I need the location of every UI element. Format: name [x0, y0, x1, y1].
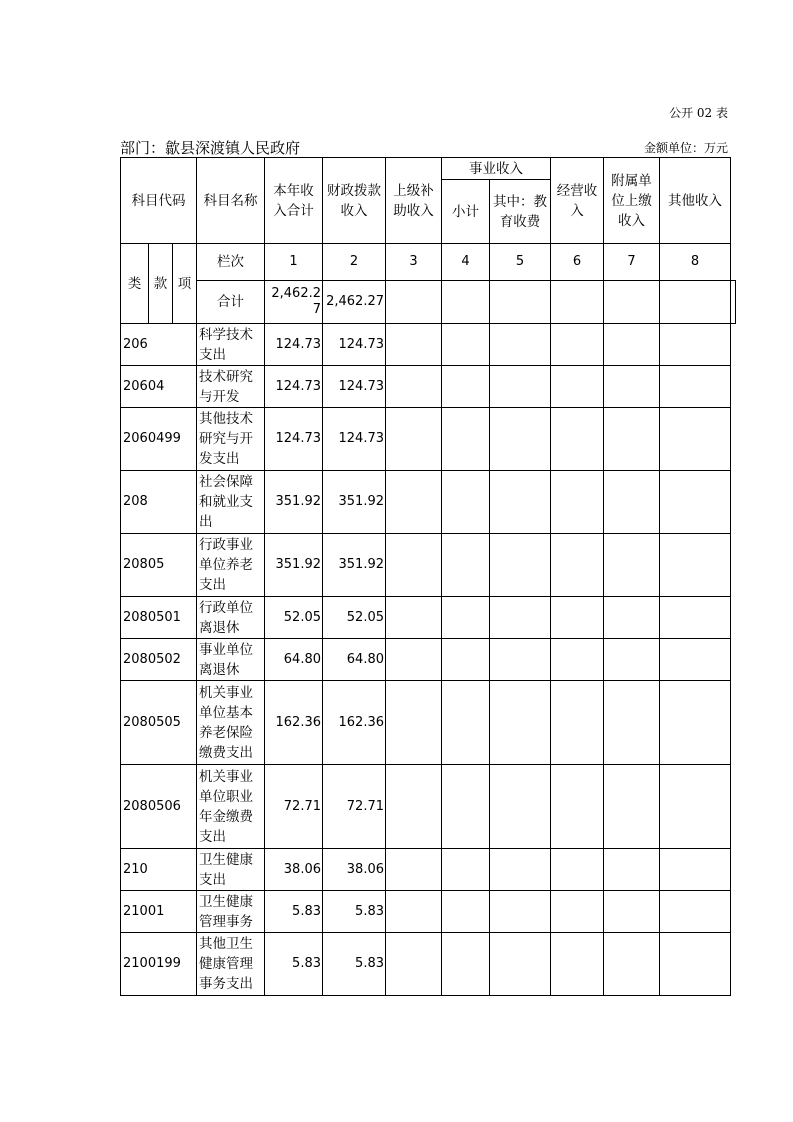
empty-cell	[442, 933, 490, 996]
row-year-income: 72.71	[265, 765, 323, 849]
row-year-income: 38.06	[265, 849, 323, 891]
row-year-income: 64.80	[265, 639, 323, 681]
empty-cell	[551, 933, 604, 996]
row-fiscal: 162.36	[323, 681, 386, 765]
empty-cell	[660, 765, 731, 849]
empty-cell	[604, 681, 660, 765]
table-row	[121, 471, 736, 534]
empty-cell	[551, 597, 604, 639]
header-business-income: 事业收入	[442, 158, 551, 180]
col-number: 4	[442, 244, 490, 281]
col-number: 2	[323, 244, 386, 281]
empty-cell	[604, 891, 660, 933]
empty-cell	[551, 324, 604, 366]
header-edu-fee: 其中：教育收费	[490, 180, 551, 244]
row-fiscal: 5.83	[323, 891, 386, 933]
total-row	[121, 281, 736, 324]
empty-cell	[442, 597, 490, 639]
table-row	[121, 891, 736, 933]
empty-cell	[551, 765, 604, 849]
empty-cell	[386, 639, 442, 681]
header-kuan: 款	[149, 244, 173, 324]
row-code: 2080502	[121, 639, 197, 681]
empty-cell	[731, 281, 736, 324]
empty-cell	[660, 366, 731, 408]
empty-cell	[604, 597, 660, 639]
table-row	[121, 324, 736, 366]
header-superior-subsidy: 上级补助收入	[386, 158, 442, 244]
row-fiscal: 72.71	[323, 765, 386, 849]
row-year-income: 5.83	[265, 891, 323, 933]
row-code: 20805	[121, 534, 197, 597]
row-name: 事业单位离退休	[197, 639, 265, 681]
table-row	[121, 681, 736, 765]
empty-cell	[604, 366, 660, 408]
empty-cell	[551, 534, 604, 597]
empty-cell	[386, 366, 442, 408]
empty-cell	[660, 281, 731, 324]
empty-cell	[551, 281, 604, 324]
row-year-income: 124.73	[265, 366, 323, 408]
empty-cell	[442, 891, 490, 933]
empty-cell	[386, 324, 442, 366]
header-fiscal: 财政拨款收入	[323, 158, 386, 244]
empty-cell	[660, 324, 731, 366]
empty-cell	[386, 933, 442, 996]
empty-cell	[604, 933, 660, 996]
empty-cell	[604, 849, 660, 891]
empty-cell	[660, 471, 731, 534]
empty-cell	[442, 324, 490, 366]
col-number: 7	[604, 244, 660, 281]
row-fiscal: 38.06	[323, 849, 386, 891]
department-label: 部门：歙县深渡镇人民政府	[120, 139, 301, 157]
table-row	[121, 408, 736, 471]
empty-cell	[490, 366, 551, 408]
row-name: 其他技术研究与开发支出	[197, 408, 265, 471]
header-xiang: 项	[173, 244, 197, 324]
row-fiscal: 124.73	[323, 408, 386, 471]
table-row	[121, 639, 736, 681]
empty-cell	[442, 408, 490, 471]
header-name: 科目名称	[197, 158, 265, 244]
row-year-income: 124.73	[265, 324, 323, 366]
row-code: 206	[121, 324, 197, 366]
empty-cell	[490, 639, 551, 681]
header-subtotal: 小计	[442, 180, 490, 244]
income-budget-table	[120, 157, 736, 996]
empty-cell	[551, 849, 604, 891]
row-code: 208	[121, 471, 197, 534]
row-name: 机关事业单位职业年金缴费支出	[197, 765, 265, 849]
column-index-row	[121, 244, 736, 281]
empty-cell	[490, 281, 551, 324]
row-fiscal: 124.73	[323, 324, 386, 366]
amount-unit-label: 金额单位：万元	[643, 141, 728, 155]
row-year-income: 162.36	[265, 681, 323, 765]
empty-cell	[660, 849, 731, 891]
empty-cell	[660, 639, 731, 681]
row-fiscal: 64.80	[323, 639, 386, 681]
empty-cell	[660, 408, 731, 471]
col-number: 5	[490, 244, 551, 281]
row-name: 其他卫生健康管理事务支出	[197, 933, 265, 996]
header-code: 科目代码	[121, 158, 197, 244]
row-year-income: 124.73	[265, 408, 323, 471]
row-fiscal: 351.92	[323, 471, 386, 534]
row-fiscal: 351.92	[323, 534, 386, 597]
empty-cell	[551, 408, 604, 471]
empty-cell	[660, 597, 731, 639]
table-row	[121, 933, 736, 996]
empty-cell	[490, 534, 551, 597]
header-other: 其他收入	[660, 158, 731, 244]
row-code: 2080505	[121, 681, 197, 765]
empty-cell	[604, 639, 660, 681]
table-row	[121, 849, 736, 891]
total-year-income: 2,462.27	[265, 281, 323, 324]
col-number: 8	[660, 244, 731, 281]
row-fiscal: 5.83	[323, 933, 386, 996]
empty-cell	[442, 765, 490, 849]
empty-cell	[442, 281, 490, 324]
empty-cell	[490, 597, 551, 639]
empty-cell	[386, 281, 442, 324]
empty-cell	[490, 933, 551, 996]
row-code: 20604	[121, 366, 197, 408]
total-fiscal: 2,462.27	[323, 281, 386, 324]
empty-cell	[490, 408, 551, 471]
header-year-income: 本年收入合计	[265, 158, 323, 244]
empty-cell	[386, 681, 442, 765]
row-name: 机关事业单位基本养老保险缴费支出	[197, 681, 265, 765]
empty-cell	[604, 281, 660, 324]
empty-cell	[604, 408, 660, 471]
empty-cell	[442, 534, 490, 597]
row-code: 210	[121, 849, 197, 891]
empty-cell	[442, 366, 490, 408]
table-row	[121, 534, 736, 597]
total-label: 合计	[197, 281, 265, 324]
empty-cell	[604, 471, 660, 534]
row-name: 社会保障和就业支出	[197, 471, 265, 534]
row-name: 技术研究与开发	[197, 366, 265, 408]
row-name: 卫生健康管理事务	[197, 891, 265, 933]
empty-cell	[660, 891, 731, 933]
header-operating: 经营收入	[551, 158, 604, 244]
empty-cell	[442, 471, 490, 534]
empty-cell	[386, 471, 442, 534]
row-fiscal: 52.05	[323, 597, 386, 639]
row-year-income: 52.05	[265, 597, 323, 639]
row-year-income: 351.92	[265, 471, 323, 534]
empty-cell	[490, 324, 551, 366]
row-name: 科学技术支出	[197, 324, 265, 366]
col-number: 3	[386, 244, 442, 281]
row-code: 2060499	[121, 408, 197, 471]
empty-cell	[386, 849, 442, 891]
empty-cell	[386, 891, 442, 933]
empty-cell	[386, 534, 442, 597]
empty-cell	[551, 366, 604, 408]
column-index-label: 栏次	[197, 244, 265, 281]
header-lei: 类	[121, 244, 149, 324]
row-code: 2080506	[121, 765, 197, 849]
empty-cell	[660, 933, 731, 996]
row-code: 2080501	[121, 597, 197, 639]
empty-cell	[660, 681, 731, 765]
row-fiscal: 124.73	[323, 366, 386, 408]
empty-cell	[551, 681, 604, 765]
empty-cell	[551, 471, 604, 534]
empty-cell	[490, 891, 551, 933]
empty-cell	[386, 408, 442, 471]
empty-cell	[604, 534, 660, 597]
empty-cell	[604, 324, 660, 366]
empty-cell	[386, 597, 442, 639]
row-year-income: 5.83	[265, 933, 323, 996]
empty-cell	[490, 471, 551, 534]
row-name: 行政事业单位养老支出	[197, 534, 265, 597]
row-code: 2100199	[121, 933, 197, 996]
empty-cell	[551, 639, 604, 681]
row-name: 卫生健康支出	[197, 849, 265, 891]
empty-cell	[442, 639, 490, 681]
table-row	[121, 597, 736, 639]
empty-cell	[490, 849, 551, 891]
form-number: 公开 02 表	[669, 106, 728, 120]
empty-cell	[442, 849, 490, 891]
table-row	[121, 765, 736, 849]
empty-cell	[490, 681, 551, 765]
row-name: 行政单位离退休	[197, 597, 265, 639]
col-number: 1	[265, 244, 323, 281]
row-year-income: 351.92	[265, 534, 323, 597]
table-row	[121, 366, 736, 408]
empty-cell	[386, 765, 442, 849]
empty-cell	[490, 765, 551, 849]
empty-cell	[604, 765, 660, 849]
header-affiliated: 附属单位上缴收入	[604, 158, 660, 244]
empty-cell	[551, 891, 604, 933]
col-number: 6	[551, 244, 604, 281]
empty-cell	[660, 534, 731, 597]
row-code: 21001	[121, 891, 197, 933]
empty-cell	[442, 681, 490, 765]
header-row-1	[121, 158, 736, 180]
